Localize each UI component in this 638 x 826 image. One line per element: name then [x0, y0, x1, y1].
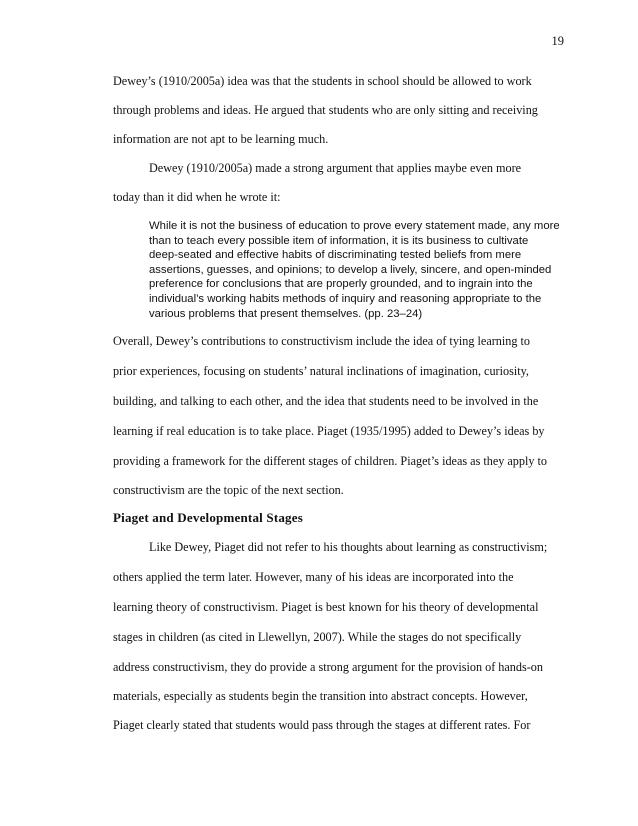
quote-line: While it is not the business of education to prove every statement made, any more	[149, 220, 560, 232]
text-line: Like Dewey, Piaget did not refer to his thoughts about learning as constructivism;	[149, 540, 548, 554]
text-line: constructivism are the topic of the next section.	[113, 483, 344, 497]
text-line: providing a framework for the different stages of children. Piaget’s ideas as they apply to	[113, 454, 547, 468]
quote-line: various problems that present themselves. (pp. 23–24)	[149, 307, 423, 320]
text-line: Dewey’s (1910/2005a) idea was that the students in school should be allowed to work	[113, 74, 532, 88]
quote-line: individual’s working habits methods of inquiry and reasoning appropriate to the	[149, 293, 542, 305]
text-line: learning theory of constructivism. Piaget is best known for his theory of developmental	[113, 600, 539, 614]
text-line: Overall, Dewey’s contributions to constructivism include the idea of tying learning to	[113, 334, 530, 348]
text-line: Piaget clearly stated that students would pass through the stages at different rates. For	[113, 718, 531, 732]
quote-line: deep-seated and effective habits of discriminating tested beliefs from mere	[149, 249, 522, 262]
quote-line: assertions, guesses, and opinions; to develop a lively, sincere, and open-minded	[149, 263, 552, 276]
text-line: information are not apt to be learning much.	[113, 132, 329, 146]
section-heading: Piaget and Developmental Stages	[113, 510, 303, 525]
quote-line: preference for conclusions that are properly grounded, and to ingrain into the	[149, 278, 533, 291]
text-line: Dewey (1910/2005a) made a strong argument that applies maybe even more	[149, 161, 522, 175]
text-line: stages in children (as cited in Llewellyn, 2007). While the stages do not specifically	[113, 630, 522, 644]
text-line: others applied the term later. However, many of his ideas are incorporated into the	[113, 570, 514, 584]
text-line: building, and talking to each other, and the idea that students need to be involved in the	[113, 394, 539, 408]
text-line: address constructivism, they do provide a strong argument for the provision of hands-on	[113, 660, 543, 674]
text-line: through problems and ideas. He argued that students who are only sitting and receiving	[113, 103, 538, 117]
page-number: 19	[551, 34, 564, 48]
quote-line: than to teach every possible item of information, it is its business to cultivate	[149, 234, 529, 247]
text-line: prior experiences, focusing on students’ natural inclinations of imagination, curiosity,	[113, 364, 529, 378]
text-line: learning if real education is to take place. Piaget (1935/1995) added to Dewey’s ideas by	[113, 424, 545, 438]
text-line: today than it did when he wrote it:	[113, 190, 281, 204]
text-line: materials, especially as students begin the transition into abstract concepts. However,	[113, 689, 528, 703]
